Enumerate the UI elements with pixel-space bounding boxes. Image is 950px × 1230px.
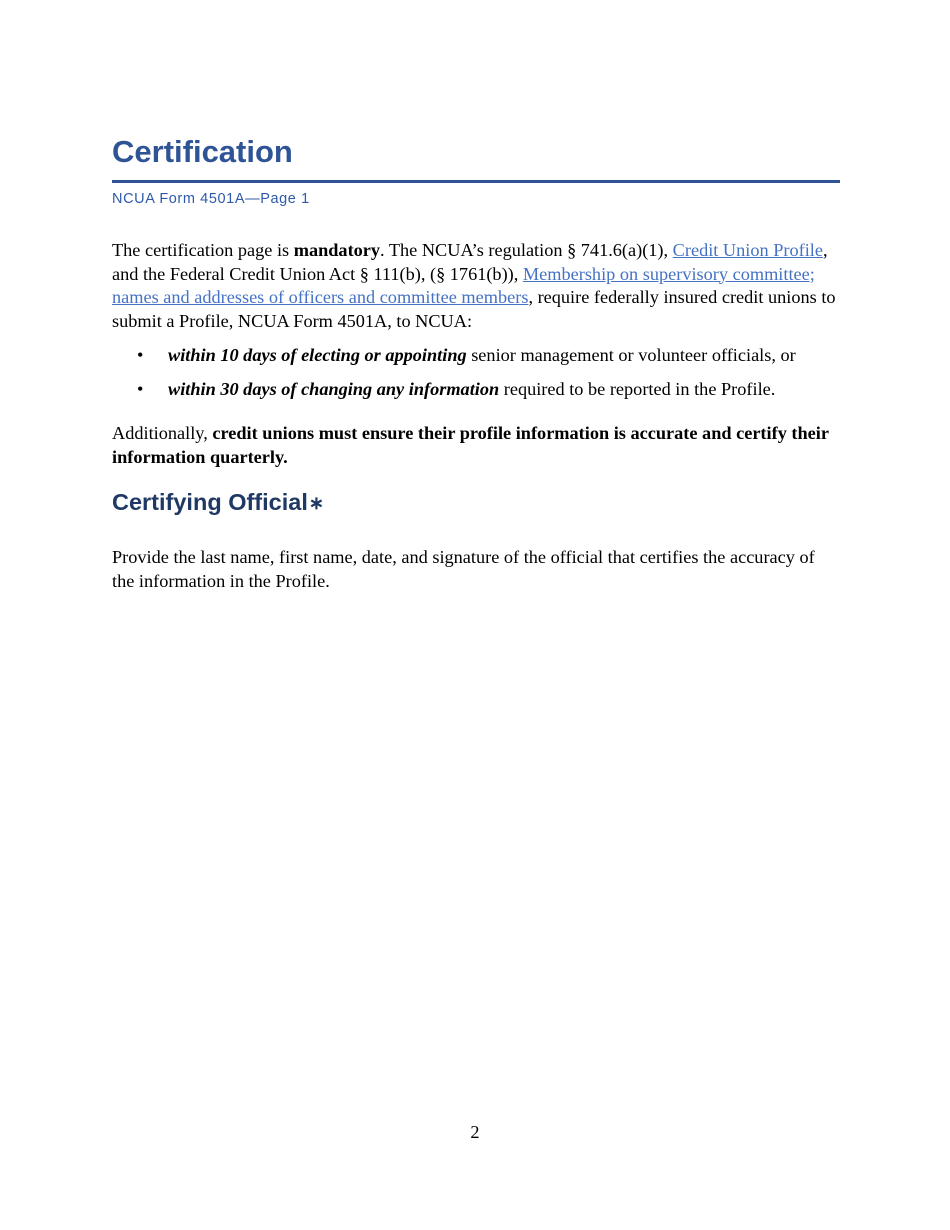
certify-quarterly-emphasis: credit unions must ensure their profile information is accurate and certify their information quarterly. — [112, 423, 829, 467]
page-number: 2 — [470, 1122, 480, 1142]
bullet-icon: • — [137, 345, 144, 365]
title-underline-divider — [112, 180, 840, 183]
certifying-official-instructions: Provide the last name, first name, date, and signature of the official that certifies the accuracy of the information in the Profile. — [112, 547, 815, 591]
intro-text-2: . The NCUA’s regulation § 741.6(a)(1), — [380, 240, 673, 260]
list-item-emphasis: within 10 days of electing or appointing — [168, 345, 467, 365]
additionally-paragraph — [112, 422, 840, 469]
list-item — [112, 378, 840, 412]
intro-text-1: The certification page is — [112, 240, 294, 260]
deadline-list — [112, 344, 840, 412]
required-asterisk-icon: ∗ — [308, 493, 324, 513]
form-page-subtitle: NCUA Form 4501A—Page 1 — [112, 191, 310, 207]
intro-paragraph — [112, 239, 840, 333]
page-title: Certification — [112, 134, 293, 169]
mandatory-emphasis: mandatory — [293, 240, 381, 260]
certifying-official-heading — [112, 486, 324, 519]
list-item — [112, 344, 840, 378]
additionally-lead: Additionally, — [112, 423, 213, 443]
list-item-emphasis: within 30 days of changing any information — [168, 379, 500, 399]
intro-text-3: , and the Federal Credit Union Act § 111(b), (§ 1761(b)), — [112, 240, 828, 284]
bullet-icon: • — [137, 379, 144, 399]
certifying-official-title: Certifying Official — [112, 489, 308, 515]
credit-union-profile-link[interactable]: Credit Union Profile — [672, 240, 823, 260]
list-item-text: required to be reported in the Profile. — [499, 379, 776, 399]
list-item-text: senior management or volunteer officials, or — [466, 345, 796, 365]
intro-text-4: , require federally insured credit unions to submit a Profile, NCUA Form 4501A, to NCUA: — [112, 287, 836, 331]
membership-supervisory-committee-link[interactable]: Membership on supervisory committee; names and addresses of officers and committee members — [112, 263, 815, 307]
